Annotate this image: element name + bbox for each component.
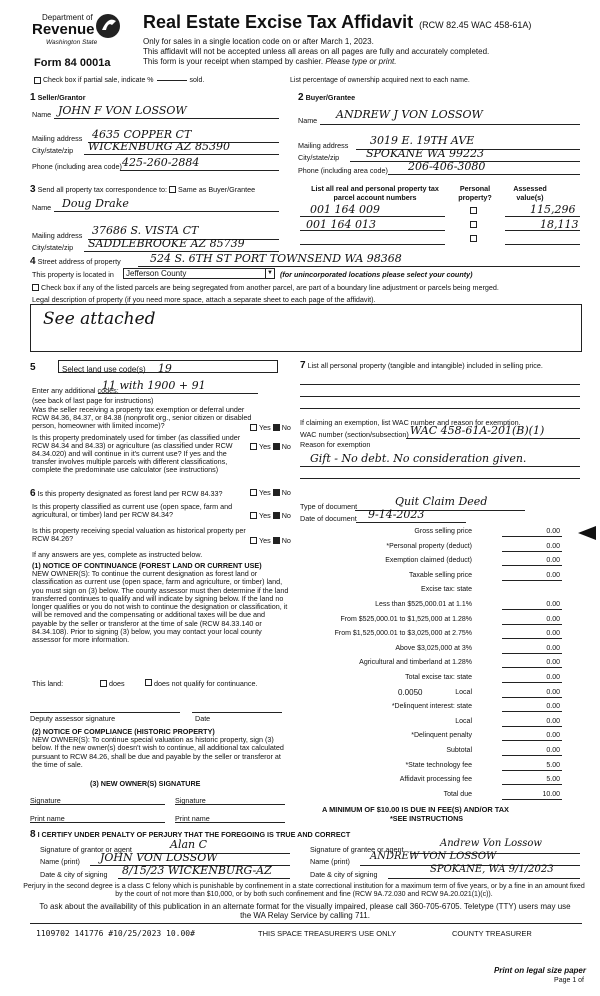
owner-signature-label-2: Signature [175,796,206,805]
calc-label: Affidavit processing fee [399,776,472,784]
calc-value[interactable]: 0.00 [546,601,560,608]
segregate-checkbox[interactable] [32,284,39,291]
wac-field[interactable]: WAC 458-61A-201(B)(1) [410,424,545,437]
dept-line3: Washington State [46,39,98,46]
calc-label: Total due [443,790,472,798]
taxcorr-name-field[interactable]: Doug Drake [62,197,129,210]
grantee-name-field[interactable]: ANDREW VON LOSSOW [370,851,497,862]
timber-question: Is this property predominately used for timber (as classified under RCW 84.34 and 84.33) or agriculture (as classified under RCW 84.34.020) and will continue in it's current use? If yes and the transfer involves multiple parcels with different classifications, complete the predominate use calculator (see instructions) [32,433,241,474]
exemption-question: Was the seller receiving a property tax exemption or deferral under RCW 84.36, 84.37, or 84.38 (nonprofit org., senior citizen or disabled person, homeowner with limited income)? [32,405,252,430]
grantor-name-label: Name (print) [40,857,80,866]
notice2-text: NEW OWNER(S): To continue special valuation as historic property, sign (3) below. If the new owner(s) doesn't wish to continue, all additional tax calculated pursuant to RCW 84.26, shall be due and payable by the seller or transferor at the time of sale. [32,735,284,769]
notice3-heading: (3) NEW OWNER(S) SIGNATURE [90,779,201,788]
current-use-no-label: No [281,511,291,520]
print-legal-note: Print on legal size paper [493,966,586,975]
calc-label: Exemption claimed (deduct) [385,557,472,565]
calc-value[interactable]: 0.00 [546,688,560,696]
taxcorr-address-field[interactable]: 37686 S. VISTA CT [92,224,199,237]
certify-heading: I CERTIFY UNDER PENALTY OF PERJURY THAT THE FOREGOING IS TRUE AND CORRECT [37,830,351,839]
calc-value[interactable]: 0.00 [546,659,560,667]
doc-type-field[interactable]: Quit Claim Deed [395,495,488,508]
q1-no-label: No [281,423,291,432]
calc-label: Excise tax: state [421,586,472,594]
doc-date-field[interactable]: 9-14-2023 [368,508,425,521]
historic-question: Is this property receiving special valuation as historical property per RCW 84.26? [32,526,246,543]
reason-field[interactable]: Gift - No debt. No consideration given. [310,452,527,465]
q1-yes-label: Yes [259,423,271,432]
grantee-signature[interactable]: Andrew Von Lossow [440,838,542,849]
seller-city-label: City/state/zip [32,146,74,155]
forest-no-label: No [281,488,291,497]
forest-question: Is this property designated as forest land per RCW 84.33? [37,489,223,498]
calc-value[interactable]: 0.00 [546,674,560,681]
calc-label: *State technology fee [405,761,472,769]
county-select[interactable] [123,268,275,279]
seller-address-label: Mailing address [32,134,83,143]
title-ref: (RCW 82.45 WAC 458-61A) [419,20,532,30]
does-checkbox[interactable] [100,680,107,687]
grantee-signature-label: Signature of grantee or agent [310,845,404,854]
does-not-label: does not qualify for continuance. [154,679,258,688]
calc-label: From $525,000.01 to $1,525,000 at 1.28% [340,615,472,623]
street-address-label: Street address of property [37,257,121,266]
this-land-label: This land: [32,679,64,688]
seller-address-field[interactable]: 4635 COPPER CT [92,128,192,141]
header-block [143,12,583,66]
buyer-phone-label: Phone (including area code) [298,166,388,175]
current-use-no-checkbox[interactable] [273,512,280,519]
page-title: Real Estate Excise Tax Affidavit [143,12,414,32]
additional-codes-field[interactable]: 11 with 1900 + 91 [102,379,206,392]
chevron-down-icon: ▼ [265,269,274,278]
calc-value[interactable]: 5.00 [546,776,560,784]
ownership-label: List percentage of ownership acquired next to each name. [290,77,470,84]
header-note-3-tail: Please type or print. [325,57,397,66]
grantor-signature-label: Signature of grantor or agent [40,845,132,854]
legal-description-label: Legal description of property (if you need more space, attach a separate sheet to each page of the affidavit). [32,295,376,304]
deputy-signature-label: Deputy assessor signature [30,714,116,723]
seller-city-field[interactable]: WICKENBURG AZ 85390 [88,140,230,153]
calc-value[interactable]: 5.00 [546,761,560,769]
seller-heading: Seller/Grantor [37,93,86,102]
personal-property-checkbox[interactable] [470,207,477,214]
calc-label: *Personal property (deduct) [386,542,472,550]
perjury-note: Perjury in the second degree is a class C felony which is punishable by confinement in a state correctional institution for a maximum term of five years, or by a fine in an amount fixed by the court of not more than $10,000, or by both such confinement and fine (RCW 9A.72.030 and RCW 9A.20.021(1)(c)). [23,883,585,898]
header-note-1: Only for sales in a single location code on or after March 1, 2023. [143,37,374,46]
header-note-2: This affidavit will not be accepted unless all areas on all pages are fully and accurately completed. [143,47,490,56]
calc-label: Less than $525,000.01 at 1.1% [375,601,472,608]
if-yes-note: If any answers are yes, complete as instructed below. [32,550,203,559]
receipt-stamp: 1109702 141776 #10/25/2023 10.00# [36,929,195,938]
buyer-heading: Buyer/Grantee [305,93,356,102]
county-select-value: Jefferson County [126,269,187,278]
assessed-value-field[interactable]: 115,296 [530,203,576,216]
forest-no-checkbox[interactable] [273,489,280,496]
grantor-date-label: Date & city of signing [40,870,108,879]
buyer-address-field[interactable]: 3019 E. 19TH AVE [370,134,475,147]
grantee-name-label: Name (print) [310,857,350,866]
reason-label: Reason for exemption [300,440,371,449]
historic-no-label: No [281,536,291,545]
seller-name-label: Name [32,110,52,119]
q2-yes-label: Yes [259,442,271,451]
segregate-note: Check box if any of the listed parcels are being segregated from another parcel, are part of a boundary line adjustment or parcels being merged. [41,283,499,292]
calc-label: Taxable selling price [408,571,472,579]
grantor-name-field[interactable]: JOHN VON LOSSOW [100,851,218,864]
seller-phone-field[interactable]: 425-260-2884 [122,156,200,169]
q2-no-label: No [281,442,291,451]
taxcorr-city-field[interactable]: SADDLEBROOKE AZ 85739 [88,237,245,250]
personal-property-checkbox[interactable] [470,235,477,242]
current-use-question: Is this property classified as current use (open space, farm and agricultural, or timber) land per RCW 84.34? [32,502,233,519]
calc-label: *Delinquent interest: state [391,703,472,711]
buyer-name-label: Name [298,116,318,125]
additional-codes-label: Enter any additional codes: [32,386,119,395]
page-number: Page 1 of [554,977,584,984]
doc-date-label: Date of document [300,514,357,523]
treasurer-use-label: THIS SPACE TREASURER'S USE ONLY [258,929,397,938]
current-use-yes-label: Yes [259,511,271,520]
located-in-label: This property is located in [32,270,114,279]
notice2-heading: (2) NOTICE OF COMPLIANCE (HISTORIC PROPERTY) [32,727,215,736]
same-as-buyer-label: Same as Buyer/Grantee [178,185,256,194]
land-use-select-value: 19 [157,362,172,375]
calc-label: Total excise tax: state [405,674,472,681]
buyer-city-field[interactable]: SPOKANE WA 99223 [366,147,485,160]
calc-label: Local [455,688,472,696]
assessed-col-header: Assessed value(s) [513,184,547,202]
calc-label: *Delinquent penalty [411,732,472,740]
q2-yes-checkbox[interactable] [250,443,257,450]
calc-value[interactable]: 0.00 [546,557,560,565]
historic-yes-label: Yes [259,536,271,545]
land-use-select-label: Select land use code(s) [62,365,146,374]
personal-col-header: Personal property? [458,184,492,202]
calc-label: From $1,525,000.01 to $3,025,000 at 2.75% [334,630,472,638]
legal-description-box[interactable] [30,304,582,352]
header-note-3: This form is your receipt when stamped by cashier. [143,57,324,66]
wac-label: WAC number (section/subsection) [300,430,409,439]
calc-value[interactable]: 0.00 [546,747,560,754]
owner-print-label-2: Print name [175,814,210,823]
partial-sale-checkbox[interactable] [34,77,41,84]
partial-sale-suffix: sold. [189,77,205,84]
buyer-address-label: Mailing address [298,141,349,150]
does-label: does [109,679,125,688]
calc-value[interactable]: 0.00 [546,542,560,550]
assessed-value-field[interactable]: 18,113 [540,218,579,231]
grantee-date-field[interactable]: SPOKANE, WA 9/1/2023 [430,864,554,875]
legal-description-text: See attached [43,309,156,329]
personal-property-checkbox[interactable] [470,221,477,228]
calc-value[interactable]: 0.00 [546,615,560,623]
exemption-instructions: If claiming an exemption, list WAC number and reason for exemption. [300,418,521,427]
calc-label: Local [455,717,472,725]
calc-value[interactable]: 0.00 [546,528,560,535]
buyer-city-label: City/state/zip [298,153,340,162]
calc-value[interactable]: 0.00 [546,732,560,740]
seller-phone-label: Phone (including area code) [32,162,122,171]
does-not-checkbox[interactable] [145,679,152,686]
owner-print-label-1: Print name [30,814,65,823]
dept-line2: Revenue [32,21,95,38]
q1-no-checkbox[interactable] [273,424,280,431]
taxcorr-city-label: City/state/zip [32,243,74,252]
notice1-heading: (1) NOTICE OF CONTINUANCE (FOREST LAND OR CURRENT USE) [32,561,262,570]
buyer-name-field[interactable]: ANDREW J VON LOSSOW [336,108,483,121]
calc-label: Above $3,025,000 at 3% [395,644,472,652]
form-number: Form 84 0001a [34,57,111,69]
parcel-number-field[interactable]: 001 164 013 [306,218,376,231]
revenue-logo-icon [94,12,122,40]
same-as-buyer-checkbox[interactable] [169,186,176,193]
calc-value[interactable]: 0.00 [546,630,560,638]
grantor-date-field[interactable]: 8/15/23 WICKENBURG-AZ [122,864,272,877]
street-address-field[interactable]: 524 S. 6TH ST PORT TOWNSEND WA 98368 [150,252,402,265]
calc-label: Subtotal [446,747,472,754]
personal-property-label: List all personal property (tangible and intangible) included in selling price. [307,361,543,370]
see-back-note: (see back of last page for instructions) [32,396,154,405]
parcel-number-field[interactable]: 001 164 009 [310,203,380,216]
forest-yes-label: Yes [259,488,271,497]
owner-signature-label-1: Signature [30,796,61,805]
calc-value[interactable]: 0.00 [546,703,560,711]
accessibility-note: To ask about the availability of this publication in an alternate format for the visually impaired, please call 360-705-6705. Teletype (TTY) users may use the WA Relay Service by calling 711. [39,902,571,920]
doc-type-label: Type of document [300,502,358,511]
dept-line1: Department of [42,13,93,22]
see-instructions-note: *SEE INSTRUCTIONS [390,814,464,823]
dor-logo [22,10,132,56]
calc-value[interactable]: 10.00 [542,790,560,798]
local-rate: 0.0050 [398,687,423,697]
partial-sale-label: Check box if partial sale, indicate % [43,77,154,84]
county-note: (for unincorporated locations please select your county) [280,270,473,279]
calc-value[interactable]: 0.00 [546,571,560,579]
section3-heading: Send all property tax correspondence to: [37,185,168,194]
grantor-signature[interactable]: Alan C [170,838,208,851]
grantee-date-label: Date & city of signing [310,870,378,879]
minimum-note: A MINIMUM OF $10.00 IS DUE IN FEE(S) AND/OR TAX [322,805,509,814]
calc-label: Agricultural and timberland at 1.28% [359,659,472,667]
notice1-text: NEW OWNER(S): To continue the current designation as forest land or classification as current use (open space, farm and agriculture, or timber) land, you must sign on (3) below. The county assessor must then determine if the land transferred continues to qualify and will indicate by signing below. If the land no longer qualifies or you do not wish to continue the designation or classification, it will be removed and the compensating or additional taxes will be due and payable by the seller or transferor at the time of sale (RCW 84.33.140 or 84.34.108). Prior to signing (3) below, you may contact your local county assessor for more information. [32,569,289,645]
calc-label: Gross selling price [414,528,472,535]
calc-value[interactable]: 0.00 [546,717,560,725]
arrow-marker-icon [578,526,596,540]
current-use-yes-checkbox[interactable] [250,512,257,519]
deputy-date-label: Date [195,714,211,723]
parcel-col-header: List all real and personal property tax parcel account numbers [311,184,439,202]
q1-yes-checkbox[interactable] [250,424,257,431]
forest-yes-checkbox[interactable] [250,489,257,496]
taxcorr-address-label: Mailing address [32,231,83,240]
q2-no-checkbox[interactable] [273,443,280,450]
calc-value[interactable]: 0.00 [546,644,560,652]
county-treasurer-label: COUNTY TREASURER [452,929,532,938]
taxcorr-name-label: Name [32,203,52,212]
buyer-phone-field[interactable]: 206-406-3080 [408,160,486,173]
seller-name-field[interactable]: JOHN F VON LOSSOW [58,104,187,117]
land-use-select[interactable] [58,360,278,373]
